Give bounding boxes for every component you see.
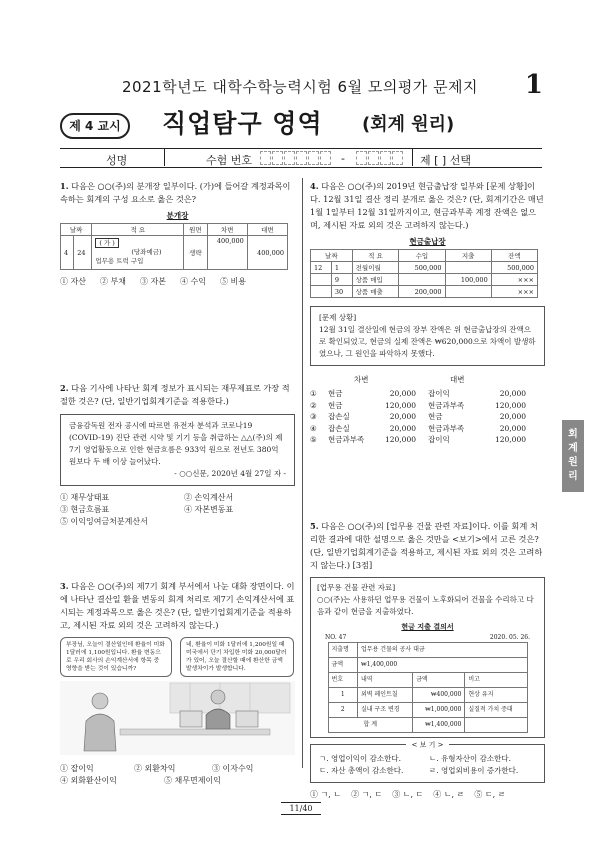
question-number: 3. xyxy=(60,581,69,591)
candidate-info-row xyxy=(60,148,542,168)
col-header: 금액 xyxy=(413,672,465,687)
exam-no-cell[interactable] xyxy=(392,151,403,165)
question-stem: 다음은 ○○(주)의 분개장 일부이다. (가)에 들어갈 계정과목이 속하는 회계의 구성 요소로 옳은 것은? xyxy=(60,181,291,204)
option-row[interactable]: ⑤ 현금과부족 120,000 잡이익 120,000 xyxy=(310,435,526,444)
footer-page: 11 xyxy=(289,804,300,813)
left-column xyxy=(60,180,295,787)
article-source: - ○○신문, 2020년 4월 27일 자 - xyxy=(174,469,286,478)
question-1 xyxy=(60,180,295,292)
col-header: 원면 xyxy=(184,224,207,236)
journal-title: 분개장 xyxy=(166,211,189,220)
page-number: 1 xyxy=(524,70,543,100)
question-number: 5. xyxy=(310,520,319,531)
cell-value: ₩1,400,000 xyxy=(357,657,527,672)
cell-day: 9 xyxy=(331,274,352,286)
choice[interactable]: ① ㄱ, ㄴ xyxy=(310,789,342,799)
question-stem: 다음은 ○○(주)의 2019년 현금출납장 일부와 [문제 상황]이다. 12월 31일 결산 정리 분개로 옳은 것은? (단, 회계기간은 매년 1월 1일부터 12월 31일까지이고, 현금과부족 계정 잔액은 없으며, 제시된 자료 외의 것은 고려하지 않는다.) xyxy=(310,181,544,230)
cell-day: 1 xyxy=(331,262,352,274)
choice[interactable]: ④ 수익 xyxy=(180,277,206,286)
question-3 xyxy=(60,580,295,787)
cell-label: 금액 xyxy=(328,657,357,672)
choice[interactable]: ⑤ 채무면제이익 xyxy=(164,776,221,785)
col-header: 대변 xyxy=(247,224,287,236)
question-number: 2. xyxy=(60,383,69,393)
choice[interactable]: ② 외환차익 xyxy=(134,764,176,773)
choice[interactable]: ④ ㄴ, ㄹ xyxy=(433,789,465,799)
side-tab-label: 회계원리 xyxy=(568,429,578,482)
cell-out xyxy=(445,262,491,274)
bogi-item: ㄱ. 영업이익이 감소한다. xyxy=(319,753,401,763)
exam-no-cell[interactable] xyxy=(296,151,307,165)
question-number: 1. xyxy=(60,181,69,191)
cell-value: 업무용 건물의 공사 대금 xyxy=(357,642,527,657)
dialogue-illustration xyxy=(60,637,295,757)
choice[interactable]: ① 잡이익 xyxy=(60,764,94,773)
exam-no-cell[interactable] xyxy=(308,151,319,165)
cell-in: 500,000 xyxy=(399,262,445,274)
choice[interactable]: ③ ㄴ, ㄷ xyxy=(392,789,424,799)
choice[interactable]: ⑤ ㄷ, ㄹ xyxy=(474,789,506,799)
exam-no-cell[interactable] xyxy=(272,151,283,165)
cell-balance: ××× xyxy=(491,274,537,286)
data-label: [업무용 건물 관련 자료] xyxy=(317,582,396,592)
choice[interactable]: ② ㄱ, ㄷ xyxy=(351,789,383,799)
answer-choices xyxy=(310,789,545,801)
name-label: 성명 xyxy=(106,154,128,167)
cell-balance: 500,000 xyxy=(491,262,537,274)
option-row[interactable]: ③ 잡손실 20,000 현금 20,000 xyxy=(310,412,526,421)
col-header: 적 요 xyxy=(92,224,184,236)
choice[interactable]: ④ 자본변동표 xyxy=(184,505,234,514)
contra-account: (당좌예금) xyxy=(131,248,162,256)
bogi-item: ㄷ. 자산 총액이 감소한다. xyxy=(319,765,404,775)
table-row xyxy=(311,262,538,274)
subject-subtitle: (회계 원리) xyxy=(362,114,455,135)
exam-no-cell[interactable] xyxy=(356,151,367,165)
exam-no-cell[interactable] xyxy=(368,151,379,165)
exam-no-cell[interactable] xyxy=(260,151,271,165)
choice[interactable]: ② 손익계산서 xyxy=(184,493,234,502)
bogi-label: < 보 기 > xyxy=(406,741,450,749)
journal-table xyxy=(60,223,288,270)
question-2 xyxy=(60,382,295,542)
voucher-number: NO. 47 xyxy=(325,633,347,641)
choice[interactable]: ① 재무상태표 xyxy=(60,493,110,502)
exam-no-cell[interactable] xyxy=(284,151,295,165)
table-row: 1 외벽 페인트칠 ₩400,000 현상 유지 xyxy=(328,687,527,702)
cell-month: 4 xyxy=(61,236,74,270)
question-stem: 다음은 ○○(주)의 제7기 회계 부서에서 나눈 대화 장면이다. 이에 나타난 결산일 환율 변동의 회계 처리로 제7기 손익계산서에 표시되는 계정과목으로 옳은 것은? (단, 일반기업회계기준을 적용하고, 제시된 자료 외의 것은 고려하지 않는다.) xyxy=(60,581,295,630)
cell-in xyxy=(399,274,445,286)
footer-total: 40 xyxy=(302,804,313,813)
subject-title: 직업탐구 영역 xyxy=(162,109,323,138)
exam-no-label: 수험 번호 xyxy=(206,154,253,167)
cell-in: 200,000 xyxy=(399,286,445,298)
cell-out: 100,000 xyxy=(445,274,491,286)
answer-choices xyxy=(60,763,295,787)
col-header: 수입 xyxy=(399,250,445,262)
table-row: 2 실내 구조 변경 ₩1,000,000 실질적 가치 증대 xyxy=(328,702,527,717)
situation-label: [문제 상황] xyxy=(319,313,357,322)
speech-bubble-right: 네, 환율이 미화 1달러에 1,200원일 때 미국에서 단기 차입한 미화 20,000달러가 있어, 오늘 결산할 때에 환산한 금액 발생차이가 발생합니다. xyxy=(180,637,294,677)
select-label: 제 [ ] 선택 xyxy=(420,154,471,167)
bogi-item: ㄹ. 영업외비용이 증가한다. xyxy=(429,765,519,775)
question-5 xyxy=(310,520,545,801)
office-scene-illustration xyxy=(60,681,295,755)
bogi-box xyxy=(310,740,545,783)
article-text: 금융감독원 전자 공시에 따르면 유전자 분석과 코로나19 (COVID-19) 진단 관련 시약 및 기기 등을 취급하는 △△(주)의 제7기 영업활동으로 인한 현금흐름은 933억 원으로 전년도 380억 원보다 두 배 이상 늘어났다. xyxy=(69,421,283,466)
choice[interactable]: ③ 자본 xyxy=(140,277,166,286)
right-column xyxy=(310,180,545,801)
period-badge: 제 4 교시 xyxy=(60,113,130,139)
question-5-text xyxy=(310,520,545,572)
cell-memo: 상품 매출 xyxy=(352,286,399,298)
voucher-meta xyxy=(317,633,538,642)
cell-credit: 400,000 xyxy=(247,236,287,270)
question-1-text xyxy=(60,180,295,206)
cashbook-table xyxy=(310,249,538,298)
data-text: ○○(주)는 사용하던 업무용 건물이 노후화되어 건물을 수리하고 다음과 같이 현금을 지출하였다. xyxy=(317,594,534,616)
answer-choices xyxy=(60,276,295,288)
subject-side-tab xyxy=(562,420,584,492)
cell-debit: 400,000 xyxy=(207,236,247,270)
choice[interactable]: ⑤ 비용 xyxy=(220,277,246,286)
exam-title: 2021학년도 대학수학능력시험 6월 모의평가 문제지 xyxy=(121,78,479,96)
col-header: 날짜 xyxy=(61,224,92,236)
total-value: ₩1,400,000 xyxy=(413,717,465,732)
cell-month xyxy=(311,286,332,298)
exam-no-dash: - xyxy=(341,152,345,165)
choice[interactable]: ③ 현금흐름표 xyxy=(60,505,110,514)
exam-no-cell[interactable] xyxy=(320,151,331,165)
col-header: 비고 xyxy=(465,672,527,687)
choice[interactable]: ⑤ 이익잉여금처분계산서 xyxy=(60,517,148,526)
question-3-text xyxy=(60,580,295,632)
col-header: 차변 xyxy=(207,224,247,236)
exam-no-cell[interactable] xyxy=(380,151,391,165)
cell-memo xyxy=(92,236,184,270)
question-stem: 다음은 ○○(주)의 [업무용 건물 관련 자료]이다. 이를 회계 처리한 결과에 대한 설명으로 옳은 것만을 <보기>에서 고른 것은? (단, 일반기업회계기준을 적용하고, 제시된 자료 외의 것은 고려하지 않는다.) [3점] xyxy=(310,520,543,570)
voucher-table xyxy=(328,642,528,733)
option-row[interactable]: ② 현금 120,000 현금과부족 120,000 xyxy=(310,400,526,410)
page-footer: 11/40 xyxy=(281,802,321,815)
voucher-title: 현금 지출 결의서 xyxy=(401,621,454,631)
question-4 xyxy=(310,180,545,446)
col-header: 적 요 xyxy=(352,250,399,262)
speech-bubble-left: 부장님, 오늘이 결산일인데 환율이 미화 1달러에 1,100원입니다. 환율 변동으로 우리 회사의 손익계산서에 항목 중 영향을 받는 것이 있습니까? xyxy=(60,637,172,677)
option-row[interactable]: ① 현금 20,000 잡이익 20,000 xyxy=(310,389,526,398)
cell-day: 30 xyxy=(331,286,352,298)
table-row xyxy=(311,286,538,298)
col-header: 번호 xyxy=(328,672,357,687)
debit-header: 차변 xyxy=(354,375,369,384)
col-header: 날짜 xyxy=(311,250,353,262)
total-label: 합 계 xyxy=(328,717,413,732)
cell-label: 지출명 xyxy=(328,642,357,657)
question-2-text xyxy=(60,382,295,408)
problem-situation-box xyxy=(310,306,545,366)
answer-header xyxy=(310,374,545,385)
cell-memo: 전월이월 xyxy=(352,262,399,274)
cell-day: 24 xyxy=(74,236,92,270)
credit-header: 대변 xyxy=(450,375,465,384)
choice[interactable]: ③ 이자수익 xyxy=(212,764,254,773)
question-4-text xyxy=(310,180,545,232)
cell-month xyxy=(311,274,332,286)
question-number: 4. xyxy=(310,181,319,191)
memo-text: 업무용 트럭 구입 xyxy=(95,257,144,265)
answer-choices xyxy=(60,492,295,528)
cell-out xyxy=(445,286,491,298)
situation-text: 12월 31일 결산일에 현금의 장부 잔액은 위 현금출납장의 잔액으로 확인되었고, 현금의 실제 잔액은 ₩620,000으로 차액이 발생하였으나, 그 원인을 파악하지 못했다. xyxy=(319,325,536,358)
answer-options xyxy=(310,388,545,446)
cashbook-title: 현금출납장 xyxy=(409,237,446,246)
blank-account: ( 가 ) xyxy=(95,238,118,248)
cell-balance: ××× xyxy=(491,286,537,298)
bogi-item: ㄴ. 유형자산이 감소한다. xyxy=(429,753,511,763)
col-header: 잔액 xyxy=(491,250,537,262)
choice[interactable]: ② 부채 xyxy=(100,277,126,286)
option-row[interactable]: ④ 잡손실 20,000 현금과부족 20,000 xyxy=(310,423,526,433)
building-data-box xyxy=(310,577,545,738)
cell-ledger: 생략 xyxy=(184,236,207,270)
voucher-date: 2020. 05. 26. xyxy=(489,633,530,641)
table-row xyxy=(311,274,538,286)
col-header: 내역 xyxy=(357,672,412,687)
cell-month: 12 xyxy=(311,262,332,274)
choice[interactable]: ④ 외화환산이익 xyxy=(60,776,117,785)
choice[interactable]: ① 자산 xyxy=(60,277,86,286)
col-header: 지출 xyxy=(445,250,491,262)
question-stem: 다음 기사에 나타난 회계 정보가 표시되는 재무제표로 가장 적절한 것은? (단, 일반기업회계기준을 적용한다.) xyxy=(60,383,290,406)
cell-memo: 상품 매입 xyxy=(352,274,399,286)
news-article-box xyxy=(60,414,295,486)
column-divider xyxy=(302,178,303,768)
